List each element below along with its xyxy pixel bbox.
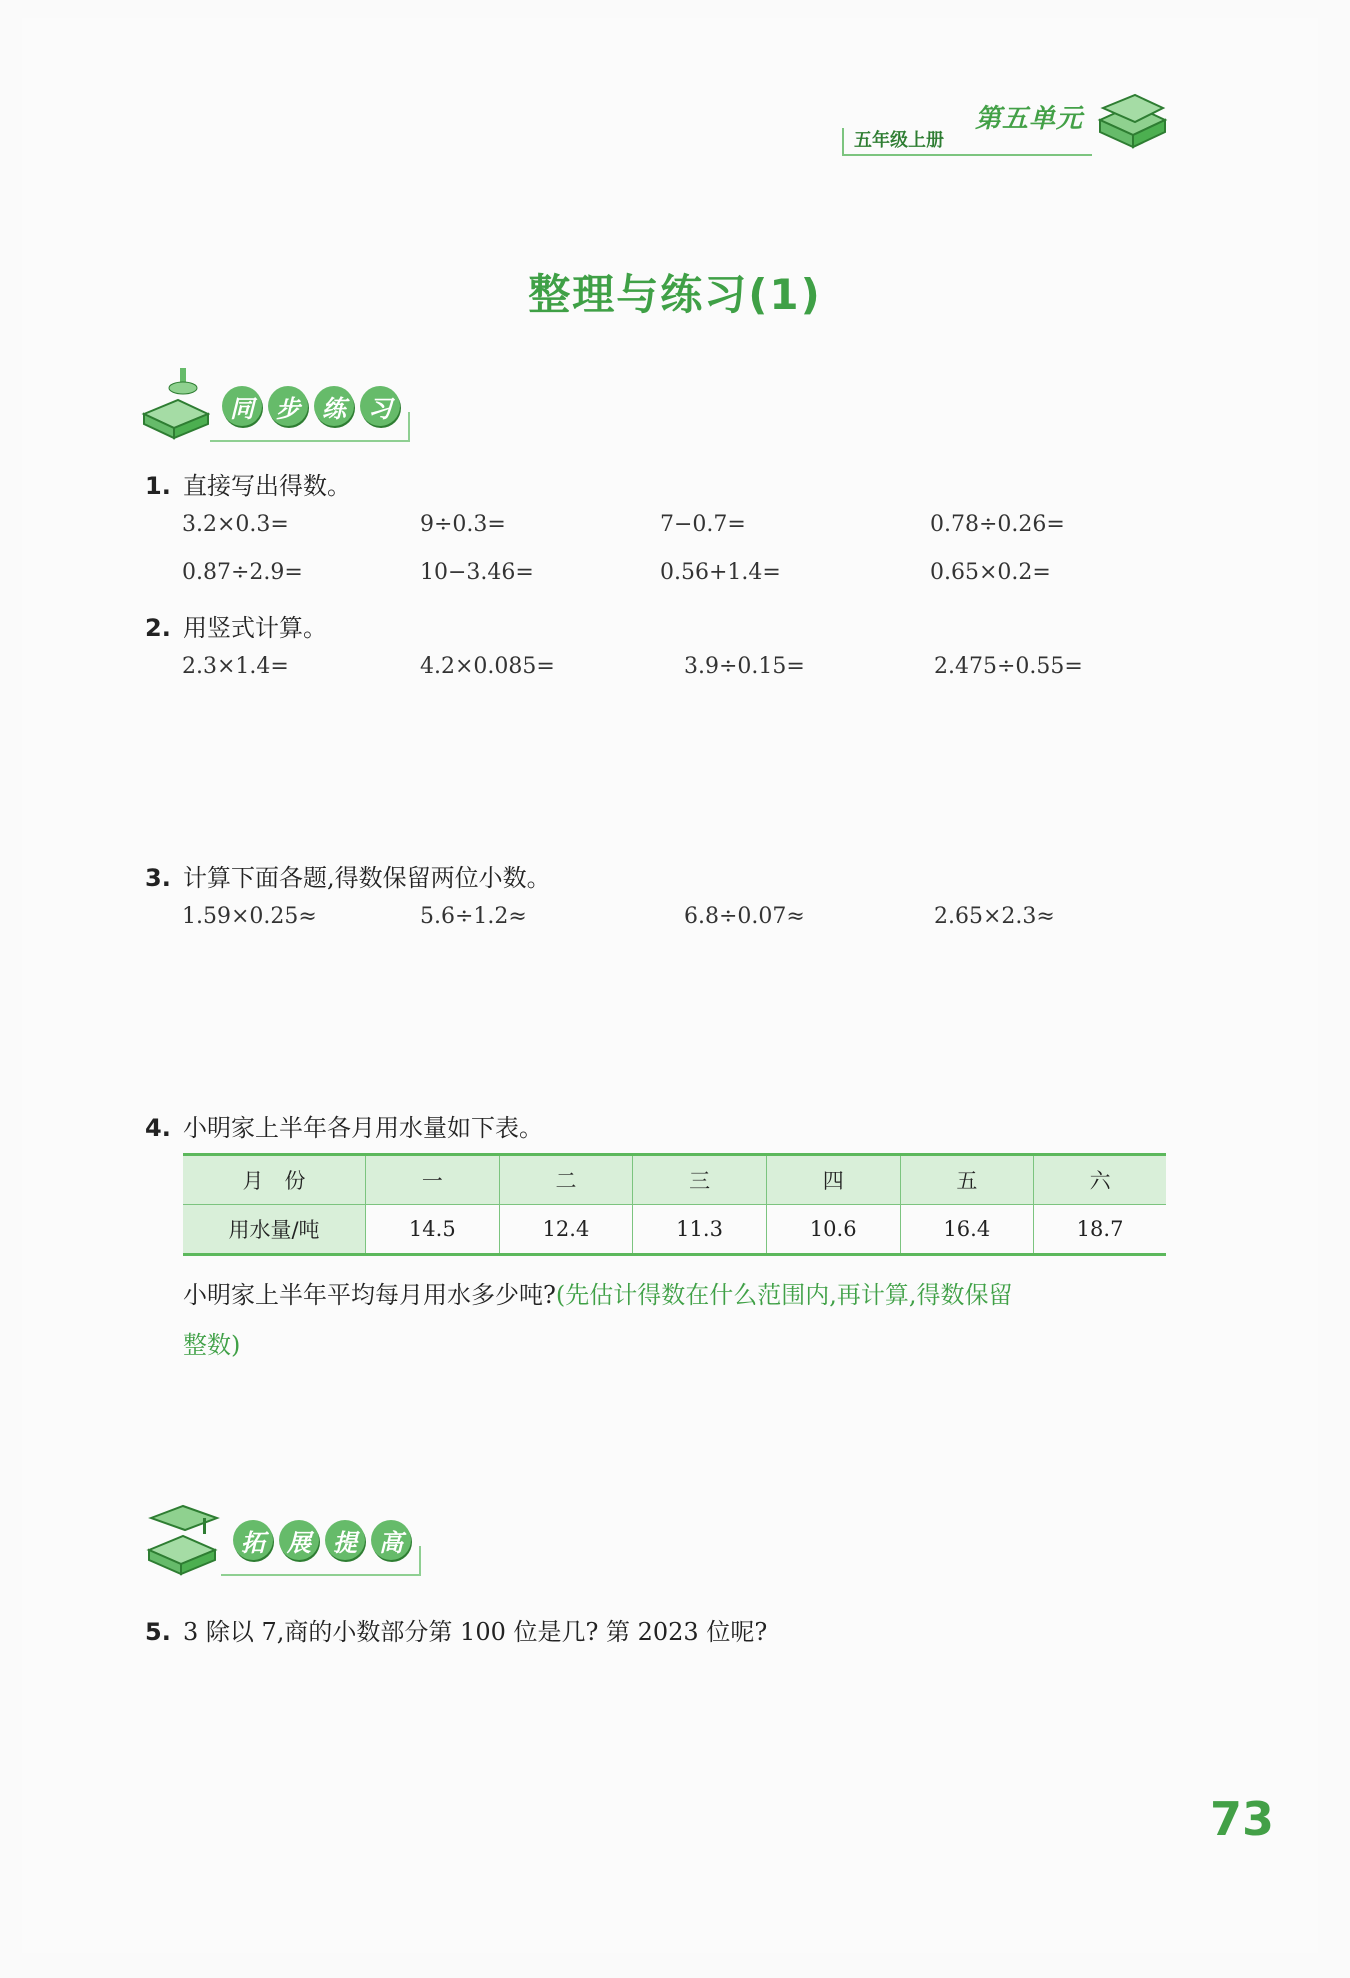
- expression: 0.65×0.2=: [930, 560, 1051, 585]
- table-cell: 12.4: [499, 1205, 633, 1255]
- table-cell: 四: [766, 1155, 900, 1205]
- section-char: 拓: [233, 1520, 273, 1560]
- graduation-cap-books-icon: [145, 1500, 225, 1580]
- page-title: 整理与练习(1): [528, 270, 822, 319]
- table-cell: 18.7: [1034, 1205, 1166, 1255]
- expression: 4.2×0.085=: [420, 654, 555, 679]
- question-4: [145, 1108, 543, 1143]
- question-number: 3.: [145, 864, 171, 892]
- expression: 1.59×0.25≈: [182, 904, 317, 929]
- expression: 10−3.46=: [420, 560, 534, 585]
- question-text: 小明家上半年平均每月用水多少吨?: [183, 1281, 556, 1309]
- table-cell: 三: [633, 1155, 767, 1205]
- expression: 5.6÷1.2≈: [420, 904, 527, 929]
- question-text: 小明家上半年各月用水量如下表。: [183, 1114, 543, 1142]
- question-4-sub: [183, 1270, 1173, 1370]
- grade-label: 五年级上册: [854, 130, 944, 151]
- expression: 3.2×0.3=: [182, 512, 289, 537]
- expression: 6.8÷0.07≈: [684, 904, 805, 929]
- section-char: 练: [314, 386, 354, 426]
- table-cell: 10.6: [766, 1205, 900, 1255]
- expression: 7−0.7=: [660, 512, 746, 537]
- table-cell: 六: [1034, 1155, 1166, 1205]
- table-row: [183, 1205, 1166, 1255]
- question-3: [145, 858, 551, 893]
- hint-text: 整数): [183, 1331, 241, 1359]
- books-stack-icon: [1095, 90, 1170, 160]
- question-number: 2.: [145, 614, 171, 642]
- section-char: 提: [325, 1520, 365, 1560]
- hint-text: (先估计得数在什么范围内,再计算,得数保留: [555, 1281, 1013, 1309]
- question-text: 计算下面各题,得数保留两位小数。: [183, 864, 551, 892]
- expression: 2.65×2.3≈: [934, 904, 1055, 929]
- section-char: 展: [279, 1520, 319, 1560]
- question-1: [145, 466, 351, 501]
- section-tick: [408, 412, 410, 442]
- question-number: 5.: [145, 1618, 171, 1646]
- table-cell: 一: [366, 1155, 500, 1205]
- table-cell: 二: [499, 1155, 633, 1205]
- badge-tick: [842, 128, 844, 156]
- section-extension: [145, 1500, 425, 1560]
- expression: 0.56+1.4=: [660, 560, 781, 585]
- question-text: 3 除以 7,商的小数部分第 100 位是几? 第 2023 位呢?: [183, 1618, 768, 1646]
- table-cell: 五: [900, 1155, 1034, 1205]
- table-row-header: 月 份: [183, 1155, 366, 1205]
- page-number: 73: [1210, 1792, 1275, 1846]
- question-5: [145, 1612, 767, 1647]
- question-number: 1.: [145, 472, 171, 500]
- question-number: 4.: [145, 1114, 171, 1142]
- section-char: 高: [371, 1520, 411, 1560]
- table-row-header: 用水量/吨: [183, 1205, 366, 1255]
- books-lamp-icon: [140, 366, 210, 446]
- question-text: 直接写出得数。: [183, 472, 351, 500]
- water-usage-table: [183, 1153, 1166, 1256]
- question-2: [145, 608, 327, 643]
- section-tick: [419, 1546, 421, 1576]
- badge-underline: [842, 154, 1092, 156]
- expression: 2.3×1.4=: [182, 654, 289, 679]
- table-cell: 11.3: [633, 1205, 767, 1255]
- expression: 3.9÷0.15=: [684, 654, 805, 679]
- section-underline: [210, 440, 410, 442]
- section-char: 习: [360, 386, 400, 426]
- table-cell: 16.4: [900, 1205, 1034, 1255]
- expression: 0.78÷0.26=: [930, 512, 1065, 537]
- section-char: 步: [268, 386, 308, 426]
- expression: 9÷0.3=: [420, 512, 506, 537]
- section-underline: [221, 1574, 421, 1576]
- unit-label: 第五单元: [975, 104, 1084, 134]
- table-row: [183, 1155, 1166, 1205]
- expression: 0.87÷2.9=: [182, 560, 303, 585]
- question-text: 用竖式计算。: [183, 614, 327, 642]
- section-sync-practice: [140, 368, 420, 428]
- table-cell: 14.5: [366, 1205, 500, 1255]
- section-char: 同: [222, 386, 262, 426]
- expression: 2.475÷0.55=: [934, 654, 1083, 679]
